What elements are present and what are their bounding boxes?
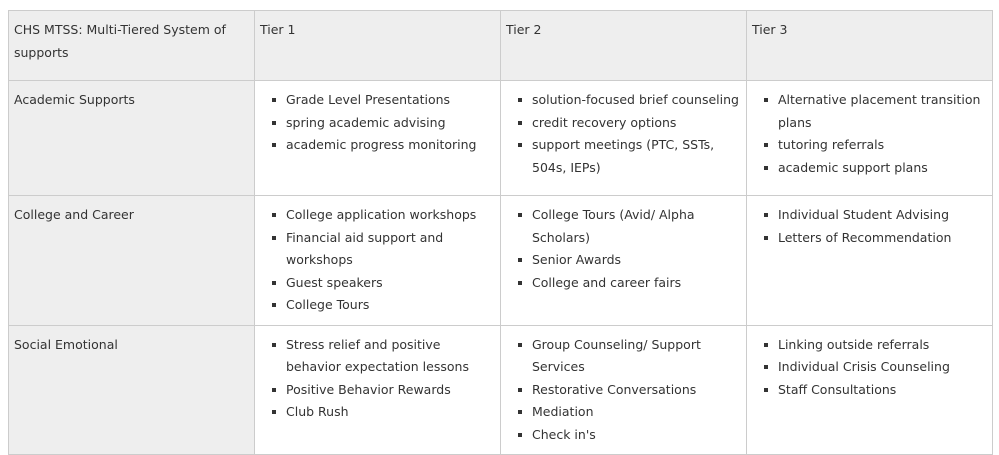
header-row [9, 11, 993, 81]
row-label-academic-supports: Academic Supports [9, 81, 255, 196]
list-item: College and career fairs [518, 272, 741, 295]
row-label-college-and-career: College and Career [9, 196, 255, 326]
list-item: Staff Consultations [764, 379, 987, 402]
bullet-list [506, 89, 741, 179]
list-item: support meetings (PTC, SSTs, 504s, IEPs) [518, 134, 741, 179]
bullet-list [260, 89, 495, 157]
list-item: spring academic advising [272, 112, 495, 135]
bullet-list [752, 89, 987, 179]
table-row [9, 325, 993, 455]
list-item: Grade Level Presentations [272, 89, 495, 112]
college-tier-2-cell [501, 196, 747, 326]
table-row [9, 81, 993, 196]
list-item: Financial aid support and workshops [272, 227, 495, 272]
list-item: Restorative Conversations [518, 379, 741, 402]
list-item: College Tours (Avid/ Alpha Scholars) [518, 204, 741, 249]
social-tier-3-cell [747, 325, 993, 455]
list-item: Positive Behavior Rewards [272, 379, 495, 402]
tier-1-header: Tier 1 [255, 11, 501, 81]
bullet-list [506, 334, 741, 447]
tier-3-header: Tier 3 [747, 11, 993, 81]
academic-tier-1-cell [255, 81, 501, 196]
college-tier-1-cell [255, 196, 501, 326]
list-item: Guest speakers [272, 272, 495, 295]
academic-tier-2-cell [501, 81, 747, 196]
list-item: College application workshops [272, 204, 495, 227]
bullet-list [752, 204, 987, 249]
row-label-social-emotional: Social Emotional [9, 325, 255, 455]
list-item: Senior Awards [518, 249, 741, 272]
list-item: Alternative placement transition plans [764, 89, 987, 134]
list-item: Club Rush [272, 401, 495, 424]
mtss-table [8, 10, 993, 455]
tier-2-header: Tier 2 [501, 11, 747, 81]
list-item: Letters of Recommendation [764, 227, 987, 250]
college-tier-3-cell [747, 196, 993, 326]
list-item: Linking outside referrals [764, 334, 987, 357]
bullet-list [506, 204, 741, 294]
table-row [9, 196, 993, 326]
list-item: Individual Student Advising [764, 204, 987, 227]
social-tier-1-cell [255, 325, 501, 455]
list-item: Mediation [518, 401, 741, 424]
social-tier-2-cell [501, 325, 747, 455]
list-item: Group Counseling/ Support Services [518, 334, 741, 379]
list-item: academic support plans [764, 157, 987, 180]
list-item: credit recovery options [518, 112, 741, 135]
list-item: academic progress monitoring [272, 134, 495, 157]
table-title-cell: CHS MTSS: Multi-Tiered System of supports [9, 11, 255, 81]
list-item: College Tours [272, 294, 495, 317]
list-item: Individual Crisis Counseling [764, 356, 987, 379]
bullet-list [752, 334, 987, 402]
list-item: Check in's [518, 424, 741, 447]
bullet-list [260, 334, 495, 424]
list-item: tutoring referrals [764, 134, 987, 157]
academic-tier-3-cell [747, 81, 993, 196]
list-item: solution-focused brief counseling [518, 89, 741, 112]
bullet-list [260, 204, 495, 317]
list-item: Stress relief and positive behavior expectation lessons [272, 334, 495, 379]
